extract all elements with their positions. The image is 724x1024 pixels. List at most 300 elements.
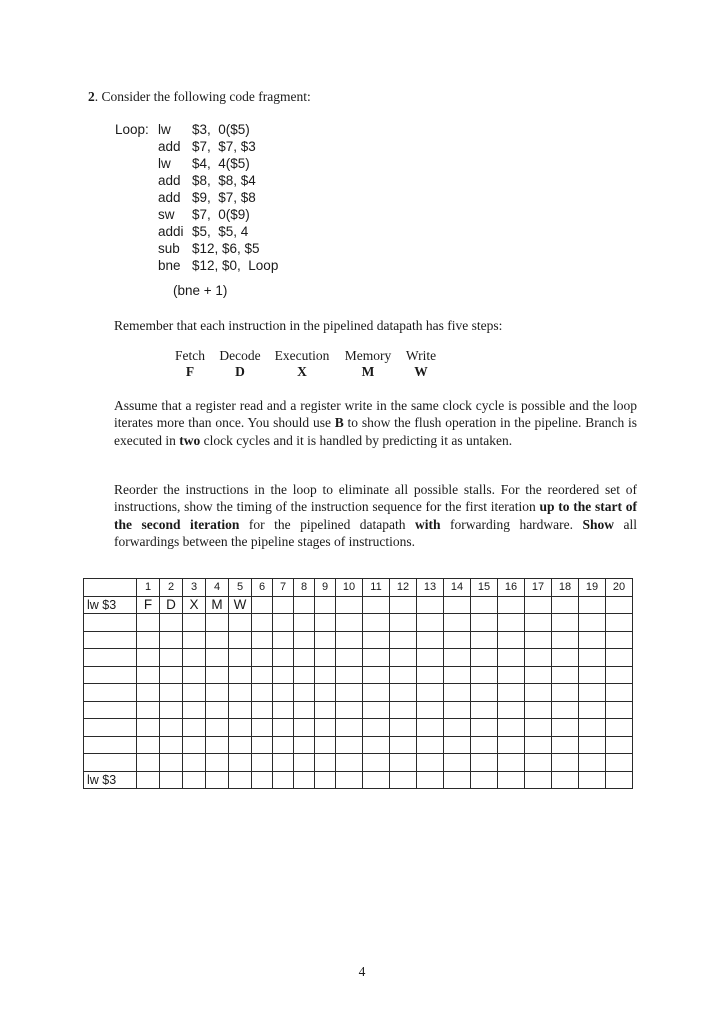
- stage-cell: [552, 719, 579, 737]
- cycle-number: 12: [390, 579, 417, 597]
- stage-cell: [363, 614, 390, 632]
- stage-cell: [273, 666, 294, 684]
- stage-cell: [273, 719, 294, 737]
- stage-cell: [525, 666, 552, 684]
- timing-table-body: [84, 579, 633, 789]
- stage-cell: [579, 684, 606, 702]
- stage-cell: [363, 631, 390, 649]
- instruction-label: [84, 631, 137, 649]
- stage-cell: [471, 754, 498, 772]
- stage-cell: [498, 631, 525, 649]
- code-op: addi: [158, 224, 184, 239]
- stage-cell: [183, 736, 206, 754]
- stage-cell: [552, 631, 579, 649]
- stage-cell: [444, 736, 471, 754]
- code-args: $12, $0, Loop: [192, 258, 279, 273]
- stage-cell: [363, 754, 390, 772]
- stage-cell: [390, 754, 417, 772]
- stage-cell: [137, 684, 160, 702]
- text-run: Reorder the instructions in the loop to eliminate all possible stalls. For the reordered set of instructions, show the timing of the instruction sequence for the first iteration: [114, 482, 637, 515]
- stage-cell: [498, 771, 525, 789]
- cycle-number: 18: [552, 579, 579, 597]
- stage-cell: [606, 754, 633, 772]
- stage-cell: [498, 614, 525, 632]
- stage-cell: [363, 736, 390, 754]
- stage-cell: [579, 631, 606, 649]
- stage-cell: [552, 771, 579, 789]
- stage-cell: [471, 771, 498, 789]
- stage-cell: [606, 666, 633, 684]
- stage-cell: [294, 684, 315, 702]
- stage-cell: [417, 614, 444, 632]
- stage-cell: [294, 614, 315, 632]
- stage-cell: [552, 596, 579, 614]
- stage-cell: [160, 736, 183, 754]
- cycle-number: 8: [294, 579, 315, 597]
- instruction-label: [84, 754, 137, 772]
- stage-cell: [252, 649, 273, 667]
- stage-cell: [336, 771, 363, 789]
- stage-cell: [137, 701, 160, 719]
- stage-cell: [315, 684, 336, 702]
- stage-letter: W: [414, 364, 428, 379]
- stage-cell: [390, 596, 417, 614]
- stage-cell: [363, 719, 390, 737]
- stage-cell: [206, 684, 229, 702]
- stage-cell: [229, 701, 252, 719]
- stage-cell: [579, 719, 606, 737]
- stage-cell: [229, 736, 252, 754]
- stage-cell: [273, 631, 294, 649]
- stage-cell: [273, 649, 294, 667]
- stage-cell: [206, 631, 229, 649]
- stage-cell: [552, 684, 579, 702]
- stage-cell: [390, 736, 417, 754]
- code-op: add: [158, 139, 181, 154]
- text-run: for the pipelined datapath: [239, 516, 415, 532]
- stage-cell: [252, 631, 273, 649]
- cycle-header-row: [84, 579, 633, 597]
- stage-cell: [252, 666, 273, 684]
- stage-cell: [229, 719, 252, 737]
- header-corner-cell: [84, 579, 137, 597]
- code-op: add: [158, 173, 181, 188]
- stage-cell: [579, 614, 606, 632]
- stage-cell: [363, 684, 390, 702]
- stage-cell: [273, 771, 294, 789]
- stage-cell: [498, 666, 525, 684]
- stage-cell: [273, 754, 294, 772]
- cycle-number: 17: [525, 579, 552, 597]
- instruction-label: [84, 701, 137, 719]
- text-run: clock cycles and it is handled by predicting it as untaken.: [200, 432, 513, 448]
- stage-cell: [606, 631, 633, 649]
- cycle-number: 15: [471, 579, 498, 597]
- stage-cell: [160, 649, 183, 667]
- stage-cell: [471, 614, 498, 632]
- question-heading: [88, 89, 311, 105]
- stage-cell: [390, 649, 417, 667]
- stage-cell: [363, 666, 390, 684]
- stage-cell: [363, 649, 390, 667]
- stage-cell: [273, 596, 294, 614]
- table-row: [84, 614, 633, 632]
- stage-cell: [363, 596, 390, 614]
- stage-cell: [206, 666, 229, 684]
- stage-cell: [294, 596, 315, 614]
- stage-cell: [606, 736, 633, 754]
- stage-cell: [183, 631, 206, 649]
- stage-cell: [579, 736, 606, 754]
- stage-cell: [206, 719, 229, 737]
- stage-cell: [417, 649, 444, 667]
- reorder-paragraph: [114, 481, 637, 551]
- instruction-label: [84, 666, 137, 684]
- stage-name: Fetch: [175, 348, 205, 363]
- stage-cell: [206, 736, 229, 754]
- stage-cell: [417, 736, 444, 754]
- stage-cell: [206, 701, 229, 719]
- stage-cell: [444, 649, 471, 667]
- stage-cell: [525, 701, 552, 719]
- cycle-number: 13: [417, 579, 444, 597]
- stage-cell: [252, 736, 273, 754]
- stage-cell: [606, 614, 633, 632]
- stage-cell: [183, 614, 206, 632]
- stage-cell: [252, 684, 273, 702]
- stage-cell: [336, 684, 363, 702]
- cycle-number: 14: [444, 579, 471, 597]
- stage-cell: [417, 631, 444, 649]
- stage-cell: [252, 701, 273, 719]
- stage-name: Memory: [344, 348, 392, 363]
- cycle-number: 10: [336, 579, 363, 597]
- text-run-bold: up to the start of the second iteration: [114, 499, 637, 532]
- stage-cell: [417, 701, 444, 719]
- stage-cell: [471, 736, 498, 754]
- stage-cell: [273, 701, 294, 719]
- stage-name: Write: [405, 348, 437, 363]
- stage-cell: [183, 684, 206, 702]
- stage-cell: [137, 614, 160, 632]
- stage-cell: [315, 631, 336, 649]
- text-run-bold: Show: [582, 516, 615, 532]
- stage-cell: [229, 666, 252, 684]
- instruction-label: lw $3: [84, 771, 137, 789]
- stage-cell: [444, 596, 471, 614]
- code-op: bne: [158, 258, 181, 273]
- cycle-number: 9: [315, 579, 336, 597]
- stage-cell: [390, 701, 417, 719]
- stage-cell: [137, 736, 160, 754]
- stage-cell: [137, 771, 160, 789]
- text-run-bold: B: [334, 415, 344, 431]
- stage-cell: [525, 719, 552, 737]
- table-row: [84, 649, 633, 667]
- stage-cell: [294, 649, 315, 667]
- table-row: [84, 684, 633, 702]
- stage-cell: [160, 666, 183, 684]
- stage-letter: M: [361, 364, 375, 379]
- stage-cell: [606, 649, 633, 667]
- stage-cell: [160, 701, 183, 719]
- stage-cell: X: [183, 596, 206, 614]
- stage-cell: [206, 754, 229, 772]
- stage-cell: [336, 649, 363, 667]
- stage-cell: [552, 666, 579, 684]
- code-op: sw: [158, 207, 175, 222]
- stage-cell: [417, 666, 444, 684]
- code-args: $5, $5, 4: [192, 224, 249, 239]
- stage-cell: [183, 771, 206, 789]
- stage-cell: [160, 614, 183, 632]
- instruction-label: [84, 719, 137, 737]
- stage-cell: [471, 684, 498, 702]
- stage-cell: [471, 719, 498, 737]
- stage-cell: [137, 666, 160, 684]
- stage-cell: [606, 771, 633, 789]
- stage-cell: [444, 771, 471, 789]
- instruction-label: lw $3: [84, 596, 137, 614]
- stage-cell: [315, 596, 336, 614]
- stage-cell: D: [160, 596, 183, 614]
- stage-cell: [252, 771, 273, 789]
- stage-cell: [252, 719, 273, 737]
- stage-cell: [315, 614, 336, 632]
- cycle-number: 16: [498, 579, 525, 597]
- stage-cell: [229, 631, 252, 649]
- cycle-number: 6: [252, 579, 273, 597]
- stage-cell: [273, 614, 294, 632]
- pipeline-timing-table: [83, 578, 633, 789]
- stage-cell: [229, 684, 252, 702]
- stage-cell: [160, 754, 183, 772]
- stage-cell: [294, 754, 315, 772]
- stage-cell: [137, 631, 160, 649]
- stage-cell: [498, 596, 525, 614]
- stage-cell: [606, 719, 633, 737]
- stage-cell: [525, 736, 552, 754]
- stage-cell: [315, 649, 336, 667]
- stage-cell: [471, 701, 498, 719]
- stage-cell: [229, 771, 252, 789]
- stage-cell: [206, 649, 229, 667]
- stage-cell: [137, 719, 160, 737]
- stage-cell: W: [229, 596, 252, 614]
- stage-cell: F: [137, 596, 160, 614]
- stage-cell: [471, 631, 498, 649]
- stage-cell: [444, 614, 471, 632]
- instruction-label: [84, 614, 137, 632]
- stage-cell: [315, 719, 336, 737]
- code-args: $12, $6, $5: [192, 241, 260, 256]
- stage-cell: [294, 771, 315, 789]
- code-args: $7, 0($9): [192, 207, 250, 222]
- instruction-label: [84, 649, 137, 667]
- table-row: [84, 701, 633, 719]
- stage-cell: [294, 736, 315, 754]
- stage-cell: [390, 771, 417, 789]
- table-row: [84, 596, 633, 614]
- stage-name: Execution: [274, 348, 330, 363]
- stage-cell: [498, 684, 525, 702]
- text-run-bold: two: [179, 432, 201, 448]
- stage-cell: [252, 754, 273, 772]
- stage-cell: [471, 666, 498, 684]
- stage-cell: [498, 754, 525, 772]
- table-row: [84, 754, 633, 772]
- stage-cell: [336, 736, 363, 754]
- stage-cell: [525, 596, 552, 614]
- stage-cell: [444, 666, 471, 684]
- stage-cell: [160, 684, 183, 702]
- stage-cell: [336, 596, 363, 614]
- stage-cell: [525, 754, 552, 772]
- stage-cell: [315, 701, 336, 719]
- stage-cell: [315, 754, 336, 772]
- stage-cell: [229, 614, 252, 632]
- stage-cell: [579, 649, 606, 667]
- stage-cell: [498, 719, 525, 737]
- loop-label: Loop:: [115, 122, 149, 137]
- stage-name: Decode: [219, 348, 261, 363]
- text-run: all forwardings between the pipeline stages of instructions.: [114, 516, 637, 550]
- stage-cell: [183, 649, 206, 667]
- stage-cell: [579, 754, 606, 772]
- stage-cell: [444, 719, 471, 737]
- stage-cell: [417, 754, 444, 772]
- stage-cell: [498, 736, 525, 754]
- instruction-label: [84, 736, 137, 754]
- stage-cell: [417, 719, 444, 737]
- assume-paragraph: [114, 397, 637, 449]
- cycle-number: 5: [229, 579, 252, 597]
- stage-cell: [390, 614, 417, 632]
- stage-cell: [444, 754, 471, 772]
- stage-cell: [294, 719, 315, 737]
- stage-cell: [390, 719, 417, 737]
- stage-cell: [252, 614, 273, 632]
- stage-cell: [471, 596, 498, 614]
- cycle-number: 19: [579, 579, 606, 597]
- table-row: [84, 631, 633, 649]
- stage-cell: [471, 649, 498, 667]
- text-run-bold: with: [415, 516, 441, 532]
- stage-cell: [183, 701, 206, 719]
- text-run: to show the flush operation in the pipeline. Branch is executed in: [114, 415, 637, 448]
- code-args: $7, $7, $3: [192, 139, 256, 154]
- stage-cell: [229, 754, 252, 772]
- stage-cell: [183, 719, 206, 737]
- stage-cell: [390, 666, 417, 684]
- stage-cell: [273, 684, 294, 702]
- stage-cell: [315, 666, 336, 684]
- code-op: sub: [158, 241, 180, 256]
- stage-cell: [444, 631, 471, 649]
- table-row: [84, 666, 633, 684]
- stage-cell: [336, 614, 363, 632]
- stage-cell: [525, 614, 552, 632]
- remember-text: Remember that each instruction in the pipelined datapath has five steps:: [114, 318, 503, 333]
- stage-cell: [606, 596, 633, 614]
- stage-cell: [137, 649, 160, 667]
- stage-cell: [417, 684, 444, 702]
- stage-cell: [183, 666, 206, 684]
- stage-letter: X: [297, 364, 307, 379]
- stage-cell: [606, 701, 633, 719]
- stage-cell: [579, 701, 606, 719]
- cycle-number: 11: [363, 579, 390, 597]
- stage-cell: [552, 614, 579, 632]
- bne-plus-one-note: (bne + 1): [173, 283, 228, 298]
- stage-cell: [160, 719, 183, 737]
- stage-cell: [525, 631, 552, 649]
- stage-cell: [444, 701, 471, 719]
- stage-cell: [183, 754, 206, 772]
- stage-cell: [294, 631, 315, 649]
- stage-cell: [390, 684, 417, 702]
- code-args: $8, $8, $4: [192, 173, 256, 188]
- stage-cell: [525, 684, 552, 702]
- stage-cell: [390, 631, 417, 649]
- code-op: lw: [158, 156, 171, 171]
- stage-cell: [252, 596, 273, 614]
- stage-cell: [336, 701, 363, 719]
- stage-cell: [498, 649, 525, 667]
- stage-cell: [315, 771, 336, 789]
- instruction-label: [84, 684, 137, 702]
- text-run: forwarding hardware.: [440, 516, 583, 532]
- stage-cell: [552, 649, 579, 667]
- stage-cell: [417, 596, 444, 614]
- stage-cell: [206, 771, 229, 789]
- code-op: add: [158, 190, 181, 205]
- cycle-number: 2: [160, 579, 183, 597]
- stage-cell: [160, 771, 183, 789]
- stage-cell: [417, 771, 444, 789]
- stage-cell: [498, 701, 525, 719]
- stage-letter: D: [235, 364, 245, 379]
- question-number: 2: [88, 89, 95, 104]
- stage-cell: M: [206, 596, 229, 614]
- table-row: [84, 771, 633, 789]
- stage-cell: [206, 614, 229, 632]
- question-prompt: . Consider the following code fragment:: [94, 89, 311, 104]
- stage-cell: [579, 666, 606, 684]
- stage-cell: [137, 754, 160, 772]
- stage-cell: [336, 754, 363, 772]
- stage-cell: [525, 649, 552, 667]
- stage-cell: [294, 666, 315, 684]
- code-args: $3, 0($5): [192, 122, 250, 137]
- stage-cell: [606, 684, 633, 702]
- text-run: Assume that a register read and a register write in the same clock cycle is possible and the loop iterates more than once. You should use: [114, 398, 637, 431]
- stage-cell: [552, 701, 579, 719]
- stage-cell: [336, 631, 363, 649]
- table-row: [84, 719, 633, 737]
- table-row: [84, 736, 633, 754]
- stage-cell: [579, 596, 606, 614]
- stage-cell: [552, 736, 579, 754]
- cycle-number: 1: [137, 579, 160, 597]
- page-number: 4: [358, 964, 366, 979]
- stage-cell: [579, 771, 606, 789]
- stage-cell: [294, 701, 315, 719]
- stage-cell: [552, 754, 579, 772]
- stage-cell: [336, 666, 363, 684]
- stage-cell: [160, 631, 183, 649]
- stage-cell: [363, 701, 390, 719]
